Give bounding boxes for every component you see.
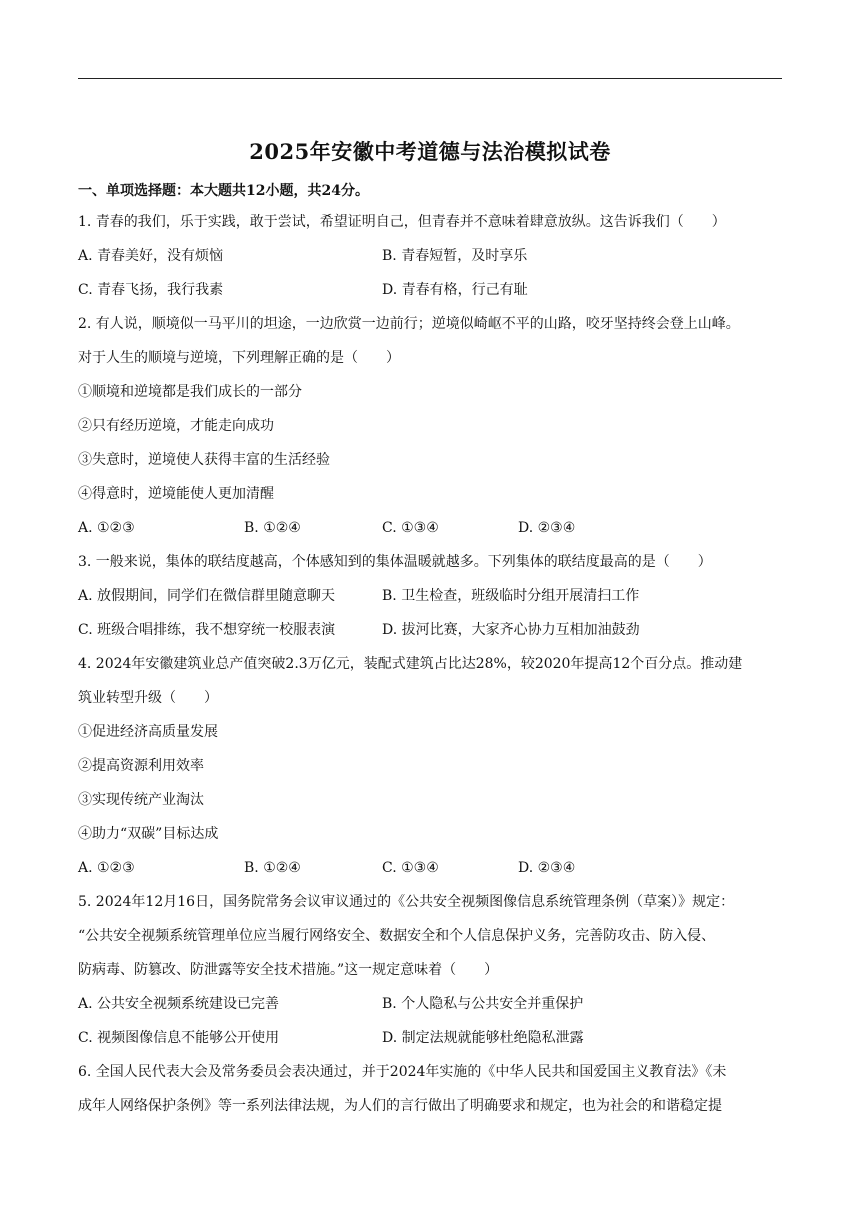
question-4-statement-3: ③实现传统产业淘汰 [78,792,204,808]
question-2-option-c: C. ①③④ [382,520,439,536]
question-2-statement-1: ①顺境和逆境都是我们成长的一部分 [78,384,302,400]
question-6-stem-line-2: 成年人网络保护条例》等一系列法律法规，为人们的言行做出了明确要求和规定，也为社会的和谐稳定提 [78,1098,722,1114]
question-4-statement-1: ①促进经济高质量发展 [78,724,218,740]
question-5-option-b: B. 个人隐私与公共安全并重保护 [382,996,584,1012]
question-2-option-a: A. ①②③ [78,520,135,536]
question-5-option-d: D. 制定法规就能够杜绝隐私泄露 [382,1030,584,1046]
question-2-option-d: D. ②③④ [518,520,576,536]
question-1-option-d: D. 青春有格，行己有耻 [382,282,528,298]
question-1-option-a: A. 青春美好，没有烦恼 [78,248,224,264]
question-4-option-c: C. ①③④ [382,860,439,876]
header-rule [78,78,782,79]
question-4-stem-line-2: 筑业转型升级（ ） [78,690,218,706]
section-heading: 一、单项选择题：本大题共12小题，共24分。 [78,183,369,199]
question-2-statement-3: ③失意时，逆境使人获得丰富的生活经验 [78,452,330,468]
question-1-option-c: C. 青春飞扬，我行我素 [78,282,224,298]
question-2-stem-line-1: 2. 有人说，顺境似一马平川的坦途，一边欣赏一边前行；逆境似崎岖不平的山路，咬牙坚持终会登上山峰。 [78,316,740,332]
page-title: 2025年安徽中考道德与法治模拟试卷 [249,139,611,164]
question-2-statement-4: ④得意时，逆境能使人更加清醒 [78,486,274,502]
question-5-stem-line-3: 防病毒、防篡改、防泄露等安全技术措施。”这一规定意味着（ ） [78,962,499,978]
question-3-option-c: C. 班级合唱排练，我不想穿统一校服表演 [78,622,336,638]
question-3-stem: 3. 一般来说，集体的联结度越高，个体感知到的集体温暖就越多。下列集体的联结度最高的是（ ） [78,554,712,570]
question-1-option-b: B. 青春短暂，及时享乐 [382,248,528,264]
question-4-statement-4: ④助力“双碳”目标达成 [78,826,219,842]
question-3-option-a: A. 放假期间，同学们在微信群里随意聊天 [78,588,336,604]
question-2-statement-2: ②只有经历逆境，才能走向成功 [78,418,274,434]
question-6-stem-line-1: 6. 全国人民代表大会及常务委员会表决通过，并于2024年实施的《中华人民共和国爱国主义教育法》《未 [78,1064,727,1080]
question-5-option-c: C. 视频图像信息不能够公开使用 [78,1030,280,1046]
question-4-option-a: A. ①②③ [78,860,135,876]
question-4-stem-line-1: 4. 2024年安徽建筑业总产值突破2.3万亿元，装配式建筑占比达28%，较2020年提高12个百分点。推动建 [78,656,743,672]
question-3-option-d: D. 拔河比赛，大家齐心协力互相加油鼓劲 [382,622,640,638]
question-2-stem-line-2: 对于人生的顺境与逆境，下列理解正确的是（ ） [78,350,400,366]
question-4-statement-2: ②提高资源利用效率 [78,758,204,774]
question-5-stem-line-2: “公共安全视频系统管理单位应当履行网络安全、数据安全和个人信息保护义务，完善防攻击、防入侵、 [78,928,716,944]
question-1-stem: 1. 青春的我们，乐于实践，敢于尝试，希望证明自己，但青春并不意味着肆意放纵。这告诉我们（ ） [78,214,726,230]
question-3-option-b: B. 卫生检查，班级临时分组开展清扫工作 [382,588,640,604]
question-5-stem-line-1: 5. 2024年12月16日，国务院常务会议审议通过的《公共安全视频图像信息系统管理条例（草案）》规定： [78,894,735,910]
question-4-option-b: B. ①②④ [244,860,301,876]
question-4-option-d: D. ②③④ [518,860,576,876]
question-5-option-a: A. 公共安全视频系统建设已完善 [78,996,280,1012]
question-2-option-b: B. ①②④ [244,520,301,536]
